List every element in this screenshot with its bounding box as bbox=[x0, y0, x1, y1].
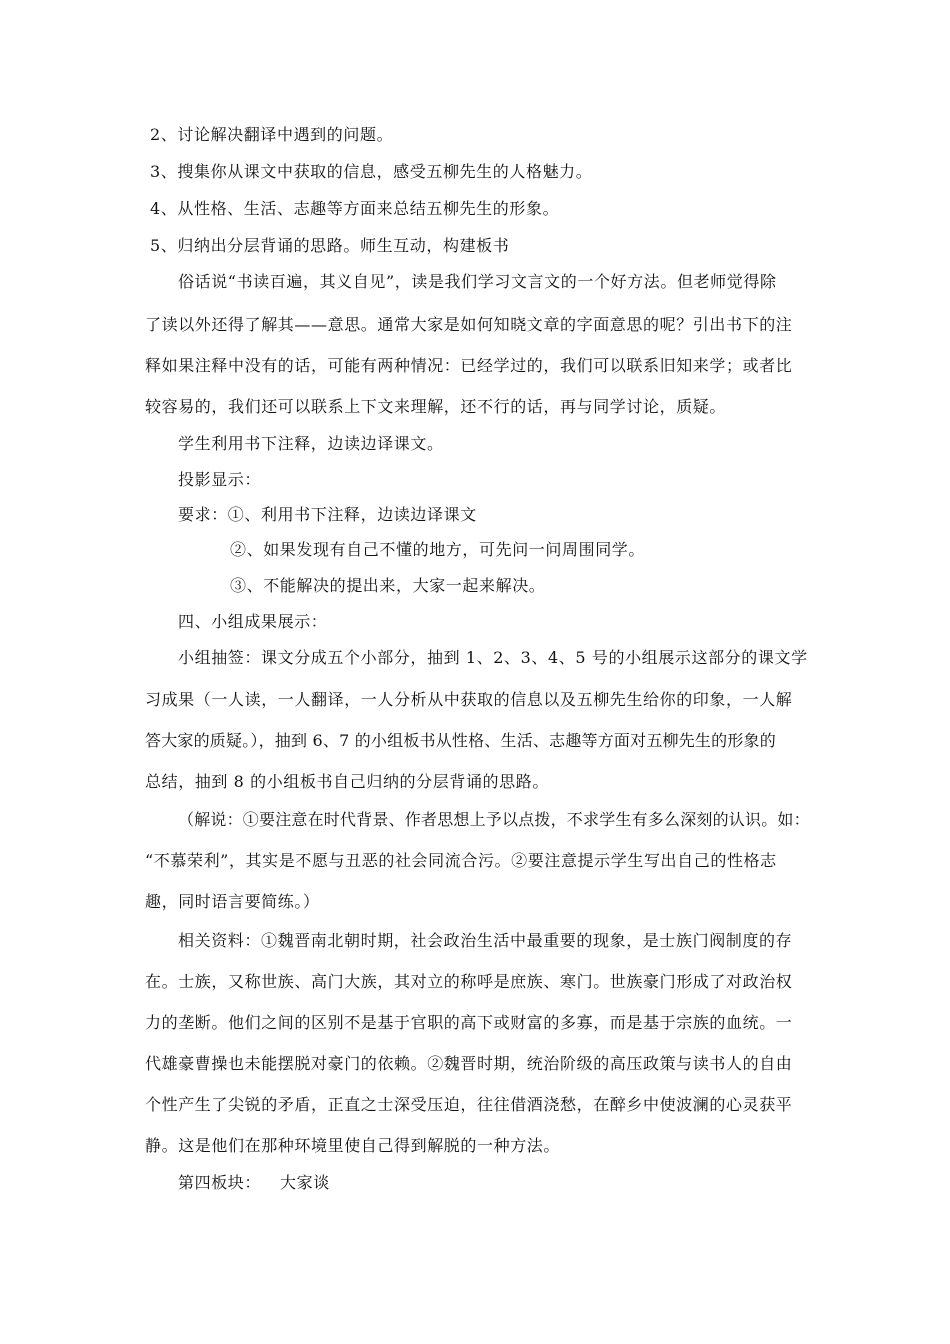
requirement-1: 要求：①、利用书下注释，边读边译课文 bbox=[178, 505, 477, 524]
material-paragraph-line: 相关资料：①魏晋南北朝时期，社会政治生活中最重要的现象，是士族门阀制度的存 bbox=[178, 931, 793, 950]
list-item-5: 5、归纳出分层背诵的思路。师生互动，构建板书 bbox=[150, 236, 510, 255]
student-activity-line: 学生利用书下注释，边读边译课文。 bbox=[178, 434, 444, 453]
section-four-heading: 四、小组成果展示： bbox=[178, 612, 328, 631]
list-item-3: 3、搜集你从课文中获取的信息，感受五柳先生的人格魅力。 bbox=[150, 162, 593, 181]
block-four-title: 大家谈 bbox=[280, 1173, 330, 1192]
list-item-2: 2、讨论解决翻译中遇到的问题。 bbox=[150, 125, 394, 144]
group-paragraph-line: 答大家的质疑。），抽到 6、7 的小组板书从性格、生活、志趣等方面对五柳先生的形象的 bbox=[145, 731, 776, 750]
group-paragraph-line: 习成果（一人读，一人翻译，一人分析从中获取的信息以及五柳先生给你的印象，一人解 bbox=[145, 690, 793, 709]
list-item-4: 4、从性格、生活、志趣等方面来总结五柳先生的形象。 bbox=[150, 199, 560, 218]
material-paragraph-line: 个性产生了尖锐的矛盾，正直之士深受压迫，往往借酒浇愁，在醉乡中使波澜的心灵获平 bbox=[145, 1095, 793, 1114]
intro-paragraph-line: 俗话说“书读百遍，其义自见”，读是我们学习文言文的一个好方法。但老师觉得除 bbox=[178, 272, 777, 291]
explanation-paragraph-line: （解说：①要注意在时代背景、作者思想上予以点拨，不求学生有多么深刻的认识。如： bbox=[178, 810, 810, 829]
material-paragraph-line: 在。士族，又称世族、高门大族，其对立的称呼是庶族、寒门。世族豪门形成了对政治权 bbox=[145, 972, 793, 991]
requirement-3: ③、不能解决的提出来，大家一起来解决。 bbox=[230, 576, 546, 595]
intro-paragraph-line: 较容易的，我们还可以联系上下文来理解，还不行的话，再与同学讨论，质疑。 bbox=[145, 397, 727, 416]
explanation-paragraph-line: “不慕荣利”，其实是不愿与丑恶的社会同流合污。②要注意提示学生写出自己的性格志 bbox=[145, 851, 777, 870]
block-four-label: 第四板块： bbox=[178, 1173, 262, 1192]
group-paragraph-line: 总结，抽到 8 的小组板书自己归纳的分层背诵的思路。 bbox=[145, 772, 549, 791]
intro-paragraph-line: 释如果注释中没有的话，可能有两种情况：已经学过的，我们可以联系旧知来学；或者比 bbox=[145, 356, 793, 375]
intro-paragraph-line: 了读以外还得了解其——意思。通常大家是如何知晓文章的字面意思的呢？引出书下的注 bbox=[145, 315, 793, 334]
requirement-2: ②、如果发现有自己不懂的地方，可先问一问周围同学。 bbox=[230, 540, 646, 559]
projection-label: 投影显示： bbox=[178, 470, 262, 489]
group-paragraph-line: 小组抽签：课文分成五个小部分，抽到 1、2、3、4、5 号的小组展示这部分的课文学 bbox=[178, 648, 808, 667]
explanation-paragraph-line: 趣，同时语言要简练。） bbox=[145, 892, 320, 911]
material-paragraph-line: 力的垄断。他们之间的区别不是基于官职的高下或财富的多寡，而是基于宗族的血统。一 bbox=[145, 1013, 793, 1032]
material-paragraph-line: 代雄豪曹操也未能摆脱对豪门的依赖。②魏晋时期，统治阶级的高压政策与读书人的自由 bbox=[145, 1054, 793, 1073]
material-paragraph-line: 静。这是他们在那种环境里使自己得到解脱的一种方法。 bbox=[145, 1136, 561, 1155]
